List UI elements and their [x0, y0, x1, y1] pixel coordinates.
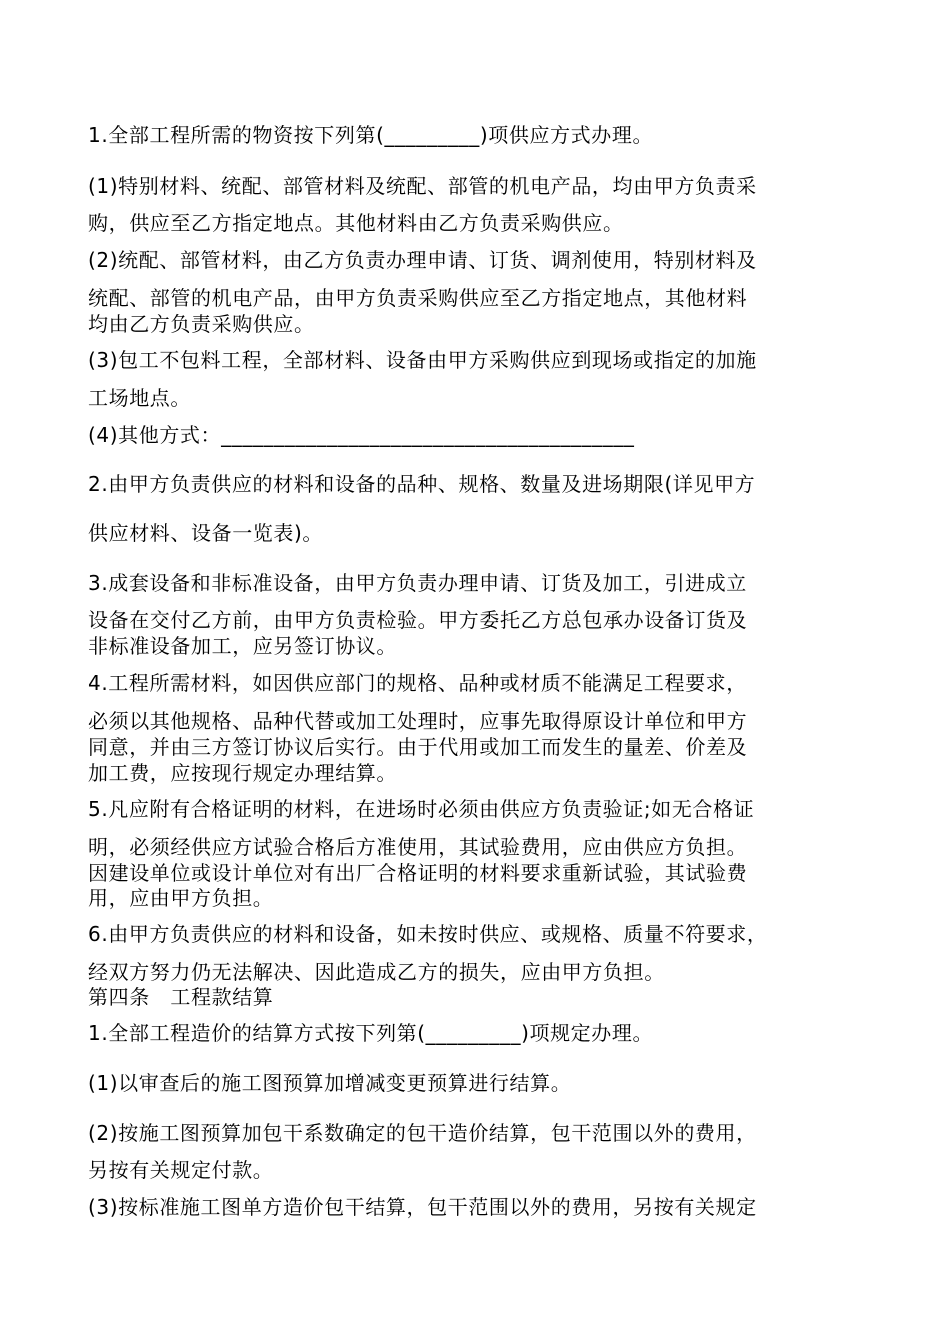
text-line: (4)其他方式：_______________________________________	[88, 423, 635, 447]
text-line: 2.由甲方负责供应的材料和设备的品种、规格、数量及进场期限(详见甲方	[88, 472, 756, 496]
text-line: (3)按标准施工图单方造价包干结算，包干范围以外的费用，另按有关规定	[88, 1195, 757, 1219]
text-line: 4.工程所需材料，如因供应部门的规格、品种或材质不能满足工程要求，	[88, 671, 747, 695]
text-line: 设备在交付乙方前，由甲方负责检验。甲方委托乙方总包承办设备订货及	[88, 608, 748, 632]
text-line: 同意，并由三方签订协议后实行。由于代用或加工而发生的量差、价差及	[88, 735, 748, 759]
text-line: 5.凡应附有合格证明的材料，在进场时必须由供应方负责验证;如无合格证	[88, 797, 755, 821]
text-line: 非标准设备加工，应另签订协议。	[88, 634, 397, 658]
text-line: 供应材料、设备一览表)。	[88, 521, 324, 545]
text-line: 必须以其他规格、品种代替或加工处理时，应事先取得原设计单位和甲方	[88, 709, 748, 733]
text-line: 统配、部管的机电产品，由甲方负责采购供应至乙方指定地点，其他材料	[88, 286, 748, 310]
text-line: 明，必须经供应方试验合格后方准使用，其试验费用，应由供应方负担。	[88, 835, 748, 859]
text-line: (2)统配、部管材料，由乙方负责办理申请、订货、调剂使用，特别材料及	[88, 248, 757, 272]
text-line: (2)按施工图预算加包干系数确定的包干造价结算，包干范围以外的费用，	[88, 1121, 757, 1145]
text-line: 经双方努力仍无法解决、因此造成乙方的损失，应由甲方负担。	[88, 960, 665, 984]
text-line: 因建设单位或设计单位对有出厂合格证明的材料要求重新试验，其试验费	[88, 861, 748, 885]
text-line: 1.全部工程造价的结算方式按下列第(_________)项规定办理。	[88, 1021, 654, 1045]
text-line: 1.全部工程所需的物资按下列第(_________)项供应方式办理。	[88, 123, 654, 147]
text-line: 均由乙方负责采购供应。	[88, 312, 315, 336]
text-line: (3)包工不包料工程，全部材料、设备由甲方采购供应到现场或指定的加施	[88, 348, 757, 372]
section-heading: 第四条 工程款结算	[88, 985, 274, 1009]
text-line: 3.成套设备和非标准设备，由甲方负责办理申请、订货及加工，引进成立	[88, 571, 747, 595]
text-line: (1)特别材料、统配、部管材料及统配、部管的机电产品，均由甲方负责采	[88, 174, 757, 198]
text-line: (1)以审查后的施工图预算加增减变更预算进行结算。	[88, 1071, 572, 1095]
text-line: 加工费，应按现行规定办理结算。	[88, 761, 397, 785]
text-line: 购，供应至乙方指定地点。其他材料由乙方负责采购供应。	[88, 211, 624, 235]
text-line: 另按有关规定付款。	[88, 1158, 274, 1182]
text-line: 用，应由甲方负担。	[88, 886, 274, 910]
text-line: 工场地点。	[88, 386, 191, 410]
text-line: 6.由甲方负责供应的材料和设备，如未按时供应、或规格、质量不符要求，	[88, 922, 768, 946]
